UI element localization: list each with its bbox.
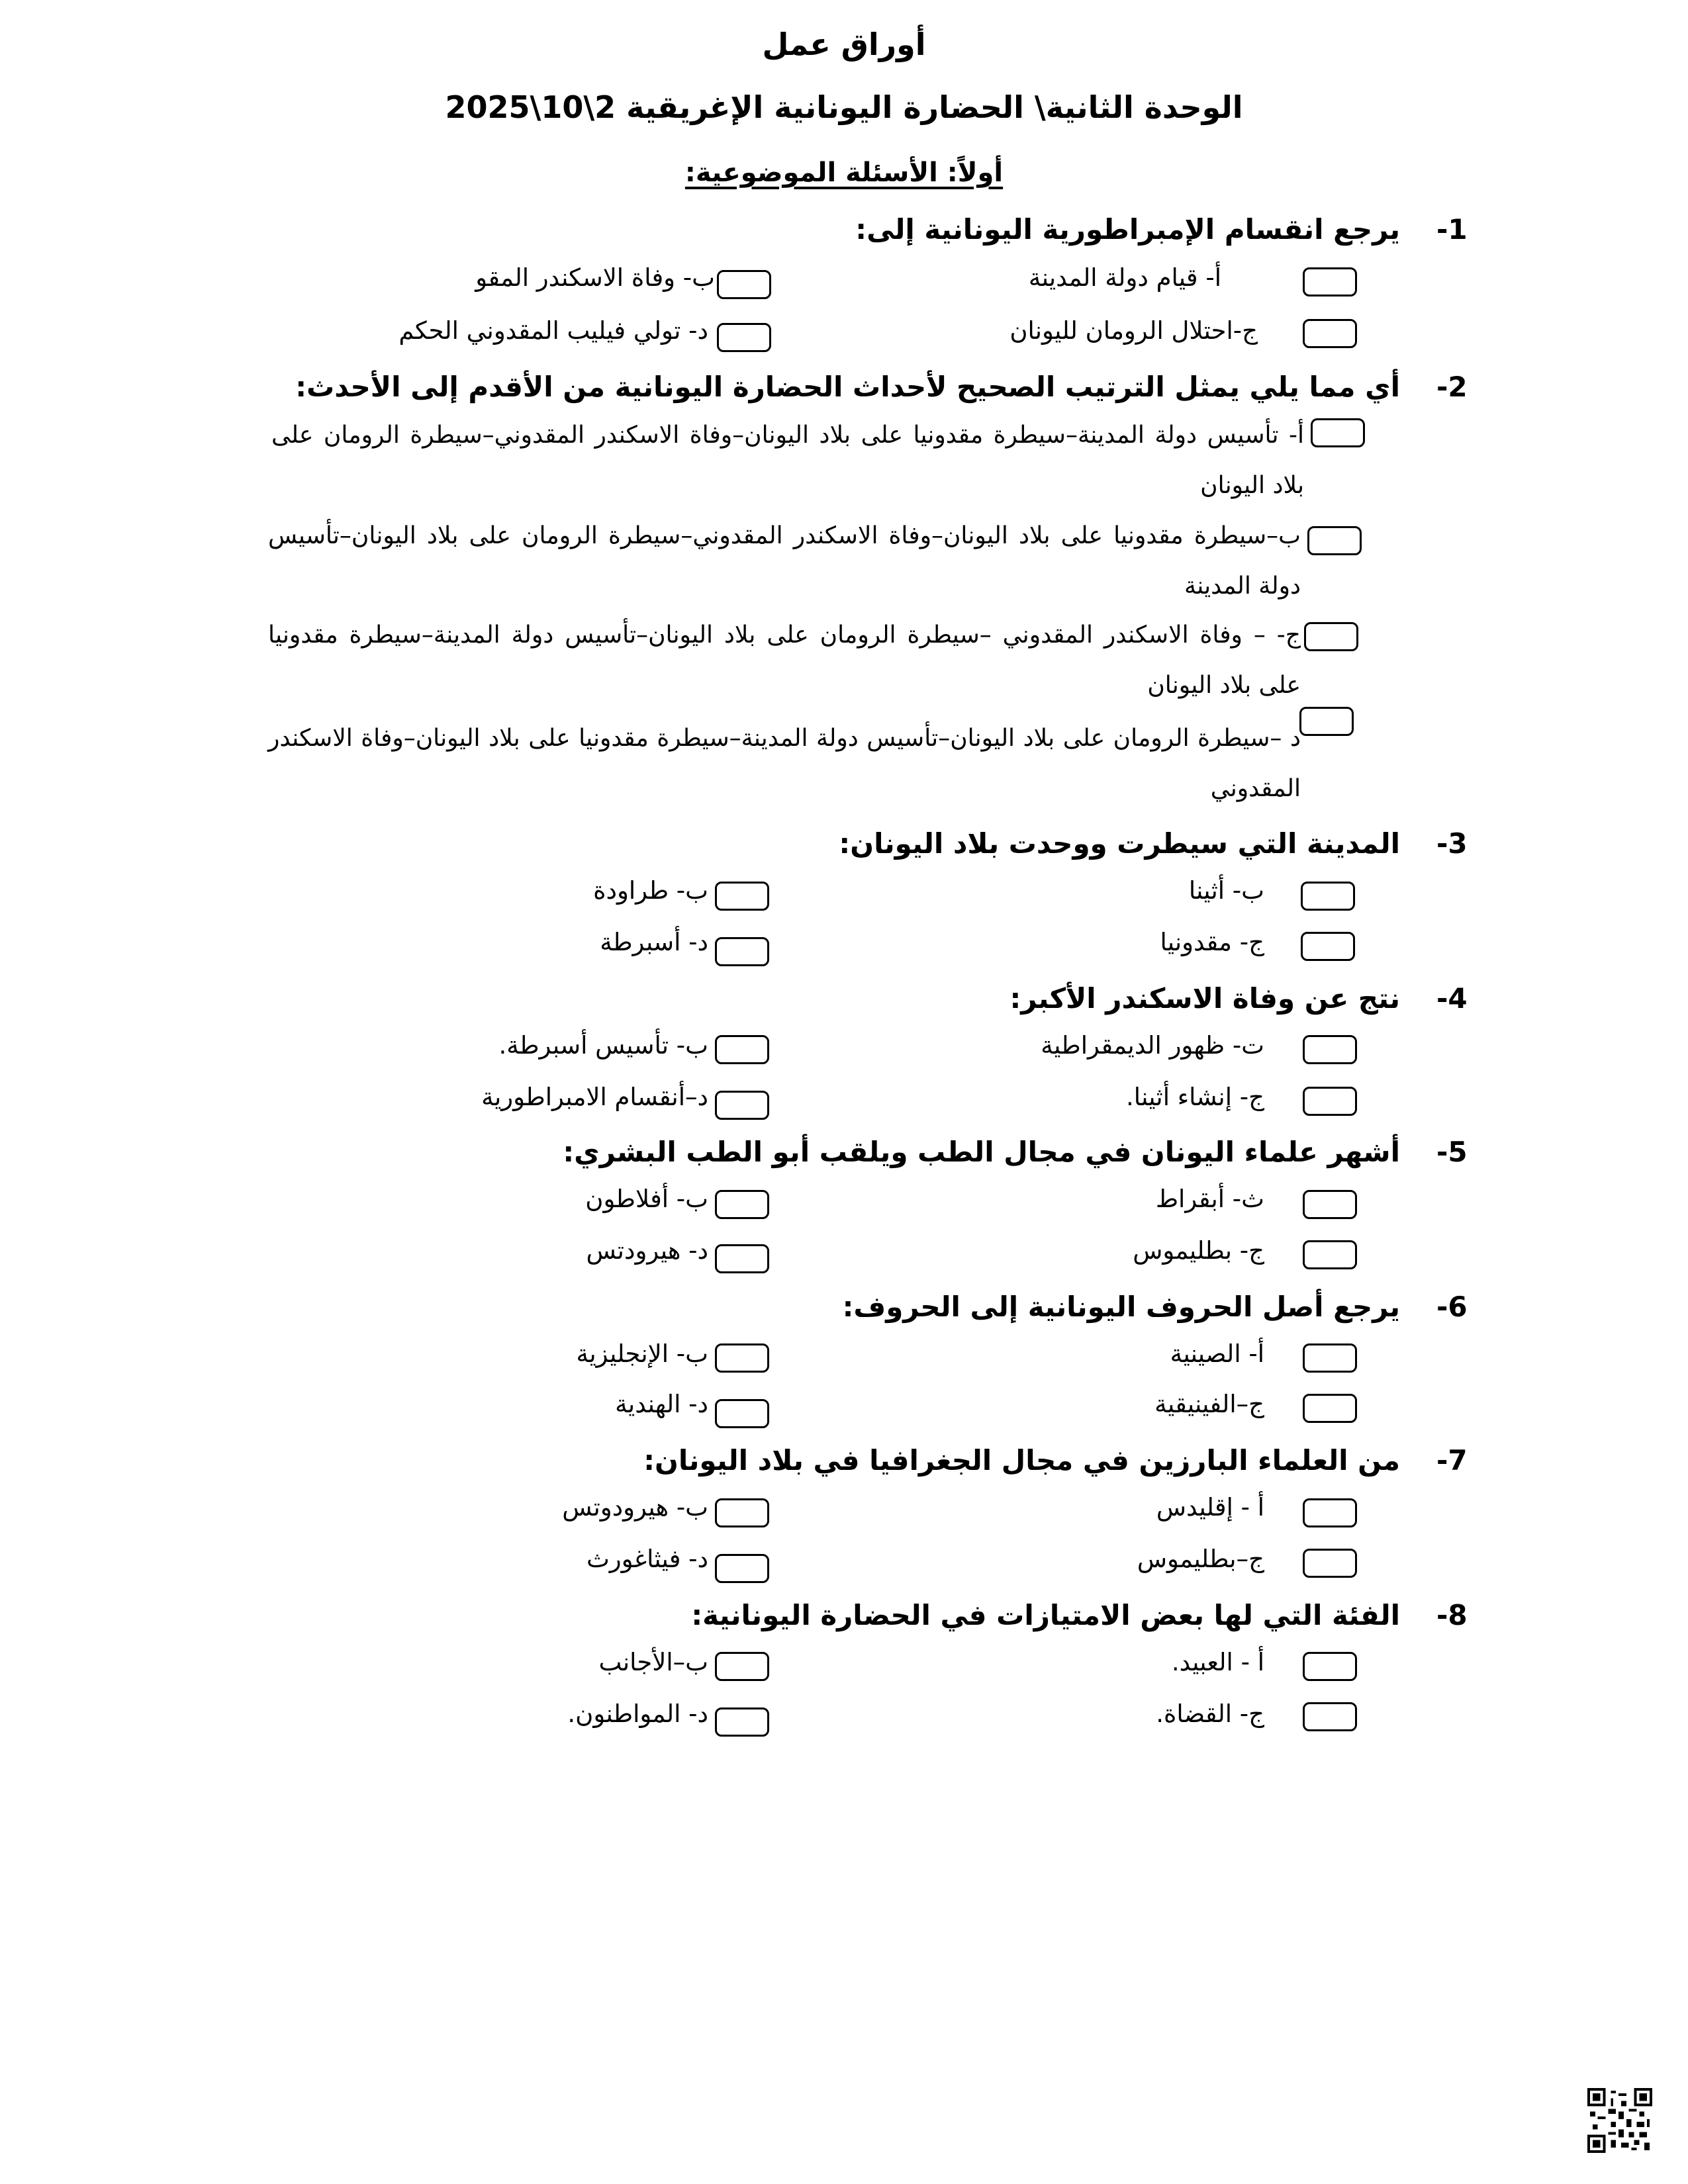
answer-checkbox[interactable] [1303,1702,1357,1731]
answer-checkbox[interactable] [1311,418,1365,447]
answer-checkbox[interactable] [1303,1035,1357,1064]
question-text: أي مما يلي يمثل الترتيب الصحيح لأحداث الحضارة اليونانية من الأقدم إلى الأحدث: [295,371,1400,403]
question-number: -7 [1436,1444,1468,1477]
option-text: ج–الفينيقية [1154,1390,1264,1418]
option-text: ب–سيطرة مقدونيا على بلاد اليونان–وفاة الاسكندر المقدوني–سيطرة الرومان على بلاد اليونان–تأسيس دولة المدينة [268,522,1301,600]
answer-checkbox[interactable] [1303,1549,1357,1578]
option-text: د –سيطرة الرومان على بلاد اليونان–تأسيس دولة المدينة–سيطرة مقدونيا على بلاد اليونان–وفاة الاسكندر المقدوني [268,725,1301,802]
option-text: ت- ظهور الديمقراطية [1041,1031,1264,1060]
option-text: ج-احتلال الرومان لليونان [1009,316,1258,345]
option-text: ج- – وفاة الاسكندر المقدوني –سيطرة الرومان على بلاد اليونان–تأسيس دولة المدينة–سيطرة مقدونيا على بلاد اليونان [268,621,1301,699]
option-text: د- أسبرطة [600,928,708,956]
answer-checkbox[interactable] [1303,1498,1357,1527]
worksheet-title: أوراق عمل [762,26,926,62]
option-text: ب- تأسيس أسبرطة. [498,1031,708,1060]
question-number: -4 [1436,982,1468,1015]
answer-checkbox[interactable] [1303,319,1357,348]
option-text: أ- تأسيس دولة المدينة–سيطرة مقدونيا على بلاد اليونان–وفاة الاسكندر المقدوني–سيطرة الرومان على بلاد اليونان [271,422,1304,499]
question-text: أشهر علماء اليونان في مجال الطب ويلقب أبو الطب البشري: [563,1136,1400,1168]
option-text: د- تولي فيليب المقدوني الحكم [399,316,708,345]
question-text: الفئة التي لها بعض الامتيازات في الحضارة اليونانية: [691,1599,1400,1631]
answer-checkbox[interactable] [1303,1240,1357,1269]
answer-checkbox[interactable] [715,1498,769,1527]
answer-checkbox[interactable] [715,1652,769,1681]
answer-checkbox[interactable] [1303,1652,1357,1681]
answer-checkbox[interactable] [1299,707,1354,736]
question-number: -1 [1436,213,1468,246]
answer-checkbox[interactable] [715,1399,769,1428]
answer-checkbox[interactable] [715,937,769,966]
answer-checkbox[interactable] [1303,267,1357,296]
answer-checkbox[interactable] [1304,622,1358,651]
question-text: من العلماء البارزين في مجال الجغرافيا في بلاد اليونان: [643,1444,1400,1477]
option-text: د- الهندية [615,1390,708,1418]
option-text: د- المواطنون. [567,1700,708,1728]
question-number: -5 [1436,1136,1468,1168]
option-text: ج- القضاة. [1156,1700,1264,1728]
answer-checkbox[interactable] [1303,1394,1357,1423]
option-text: ث- أبقراط [1155,1185,1264,1213]
question-number: -2 [1436,371,1468,403]
option-text: د- هيرودتس [586,1236,708,1265]
answer-checkbox[interactable] [715,1244,769,1273]
question-number: -3 [1436,827,1468,860]
unit-title: الوحدة الثانية\ الحضارة اليونانية الإغريقية 2\10\2025 [445,89,1243,125]
option-text: ب- هيرودوتس [562,1493,708,1522]
option-text: د- فيثاغورث [586,1545,708,1573]
answer-checkbox[interactable] [715,882,769,911]
option-text: د–أنقسام الامبراطورية [481,1083,708,1111]
answer-checkbox[interactable] [1301,882,1355,911]
option-text: ج- مقدونيا [1160,928,1264,956]
option-text: ج–بطليموس [1137,1545,1264,1573]
qr-code-icon [1587,2088,1652,2153]
answer-checkbox[interactable] [1303,1190,1357,1219]
question-number: -8 [1436,1599,1468,1631]
answer-checkbox[interactable] [715,1707,769,1737]
section-title: أولاً: الأسئلة الموضوعية: [684,158,1004,188]
answer-checkbox[interactable] [715,1554,769,1583]
option-text: ج- بطليموس [1133,1236,1264,1265]
option-text: ب- الإنجليزية [576,1340,708,1368]
question-text: المدينة التي سيطرت ووحدت بلاد اليونان: [839,827,1400,860]
answer-checkbox[interactable] [715,1190,769,1219]
option-text: ج- إنشاء أثينا. [1126,1083,1264,1111]
answer-checkbox[interactable] [715,1035,769,1064]
option-text: ب- وفاة الاسكندر المقو [475,263,715,292]
option-text: أ- الصينية [1170,1340,1264,1368]
option-text: ب- أثينا [1188,876,1264,905]
answer-checkbox[interactable] [1303,1343,1357,1373]
option-text: ب- طراودة [593,876,708,905]
option-text: أ - إقليدس [1156,1493,1264,1522]
question-number: -6 [1436,1291,1468,1323]
answer-checkbox[interactable] [1307,526,1362,555]
question-text: يرجع أصل الحروف اليونانية إلى الحروف: [842,1291,1400,1323]
option-text: ب–الأجانب [598,1648,708,1676]
option-text: ب- أفلاطون [585,1185,708,1213]
answer-checkbox[interactable] [715,1343,769,1373]
answer-checkbox[interactable] [1303,1087,1357,1116]
answer-checkbox[interactable] [717,323,771,352]
answer-checkbox[interactable] [1301,932,1355,961]
question-text: نتج عن وفاة الاسكندر الأكبر: [1009,982,1400,1015]
answer-checkbox[interactable] [717,270,771,299]
answer-checkbox[interactable] [715,1091,769,1120]
question-text: يرجع انقسام الإمبراطورية اليونانية إلى: [855,213,1400,246]
option-text: أ- قيام دولة المدينة [1028,263,1221,292]
option-text: أ - العبيد. [1171,1648,1264,1676]
